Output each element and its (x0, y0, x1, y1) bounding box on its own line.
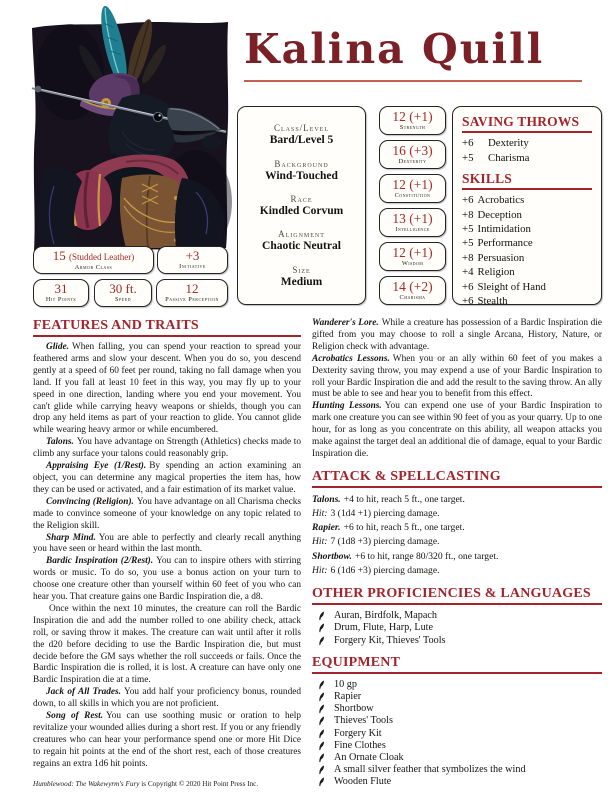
list-item (318, 728, 602, 740)
list-item (318, 622, 602, 634)
list-item-text: 10 gp (334, 678, 357, 690)
attack-entry (312, 493, 602, 507)
feather-bullet-icon (318, 704, 325, 714)
trait-paragraph (33, 604, 301, 687)
ability-score-name: Wisdom (401, 260, 424, 268)
right-column (312, 318, 602, 789)
character-info-panel (237, 106, 366, 305)
hit-points-label: Hit Points (45, 296, 77, 303)
trait-paragraph (33, 556, 301, 604)
skill-mod: +5 (462, 237, 474, 250)
trait-text: You have advantage on all Charisma checks made to convince someone of your knowledge on any topic related to the Religion skill. (33, 496, 301, 531)
list-item (318, 679, 602, 691)
attack-lead: Rapier. (312, 522, 341, 534)
armor-class-value: 15 (52, 248, 66, 263)
skill-row (462, 265, 592, 279)
title-divider (244, 80, 582, 82)
trait-name: Song of Rest. (46, 711, 103, 722)
ability-score-box (379, 140, 446, 169)
hit-points-box (33, 279, 89, 307)
info-field-value: Kindled Corvum (259, 204, 344, 217)
trait-paragraph (33, 461, 301, 497)
trait-name: Acrobatics Lessons. (312, 353, 390, 364)
initiative-label: Initiative (179, 263, 206, 270)
trait-name: Sharp Mind. (46, 532, 96, 543)
attack-lead: Hit: (312, 508, 328, 520)
attack-text: +6 to hit, reach 5 ft., one target. (343, 522, 465, 534)
features-column (33, 318, 301, 771)
list-item (318, 740, 602, 752)
eye-icon (153, 112, 162, 121)
hit-points-value: 31 (54, 281, 68, 296)
list-item (318, 610, 602, 622)
trait-paragraph (33, 533, 301, 557)
attacks-heading: ATTACK & SPELLCASTING (312, 469, 602, 488)
ability-score-box (379, 242, 446, 271)
trait-paragraph (312, 318, 602, 354)
info-field (242, 123, 361, 146)
attack-entry (312, 507, 602, 521)
trait-name: Appraising Eye (1/Rest). (46, 461, 147, 472)
saving-throws-heading: SAVING THROWS (462, 114, 592, 133)
passive-perception-box (156, 279, 228, 307)
attack-text: 6 (1d6 +3) piercing damage. (330, 564, 440, 576)
trait-text: When you or an ally within 60 feet of you makes a Dexterity saving throw, you may expend a use of your Bardic Inspiration to roll your Bardic Inspiration die and add the result to the saving throw. An ally must be able to see and hear you to benefit from this effect. (312, 353, 602, 400)
list-item-text: Forgery Kit, Thieves' Tools (334, 634, 446, 646)
attack-lead: Shortbow. (312, 550, 352, 562)
trait-name: Glide. (46, 342, 69, 352)
features-paragraphs (33, 342, 301, 771)
skill-name: Performance (477, 237, 533, 250)
ability-score-name: Intelligence (395, 226, 430, 234)
skill-name: Deception (477, 208, 522, 221)
skill-mod: +8 (462, 208, 474, 221)
proficiencies-list (318, 610, 602, 647)
trait-paragraph (33, 497, 301, 533)
saving-throw-mod: +6 (462, 137, 474, 149)
info-field-label: Race (290, 193, 313, 204)
ability-score-box (379, 276, 446, 305)
attack-text: 7 (1d8 +3) piercing damage. (330, 536, 440, 548)
skill-row (462, 236, 592, 250)
info-field (242, 265, 361, 288)
skill-mod: +6 (462, 295, 474, 308)
list-item-text: Forgery Kit (334, 727, 382, 739)
skill-row (462, 251, 592, 265)
ability-score-column (379, 106, 446, 305)
equipment-list (318, 679, 602, 789)
skill-mod: +4 (462, 266, 474, 279)
ability-score-value: 14 (+2) (392, 279, 433, 295)
list-item (318, 764, 602, 776)
info-field (242, 194, 361, 217)
list-item-text: Thieves' Tools (334, 715, 393, 727)
skill-row (462, 280, 592, 294)
attack-lead: Talons. (312, 493, 341, 505)
skill-name: Persuasion (477, 251, 525, 264)
page-title: Kalina Quill (244, 25, 545, 73)
trait-paragraph (33, 687, 301, 711)
trait-text: You add half your proficiency bonus, rounded down, to all skills in which you are not proficient. (33, 687, 301, 710)
feather-bullet-icon (318, 777, 325, 787)
attack-entry (312, 521, 602, 535)
info-field-label: Alignment (278, 229, 325, 240)
saving-throws-list (462, 136, 592, 165)
info-field-value: Chaotic Neutral (262, 240, 341, 253)
trait-text: When falling, you can spend your reaction to spread your feathered arms and slow your descent. When you do so, you descend gently at a speed of 60 feet per round, taking no fall damage when you land. If you fall at least 10 feet in this way, you may fly up to your speed in one direction, landing where you end your movement. You can't glide while carrying heavy weapons or shields, though you can drop any held items as part of your reaction to glide. You cannot glide while wearing heavy armor or while encumbered. (33, 342, 301, 436)
list-item-text: A small silver feather that symbolizes the wind (334, 764, 526, 776)
trait-text: You can expend one use of your Bardic Inspiration to mark one creature you can see within 90 feet of you as your quarry. Up to one hour, for as long as you concentrate on this ability, all weapon attacks you make against the target deal an additional die of damage, equal to your Bardic Inspiration die. (312, 401, 603, 459)
trait-text: While a creature has possession of a Bardic Inspiration die gifted from you may choose to roll a single Arcana, History, Nature, or Religion check with advantage. (312, 318, 602, 352)
skill-row (462, 222, 592, 236)
ability-score-name: Strength (399, 124, 426, 131)
initiative-box (157, 246, 228, 274)
attack-text: +6 to hit, range 80/320 ft., one target. (354, 550, 499, 562)
saves-skills-panel (452, 106, 602, 308)
saving-throw-mod: +5 (462, 151, 474, 164)
armor-class-note: (Studded Leather) (69, 252, 135, 262)
skill-name: Intimidation (477, 223, 531, 235)
feather-bullet-icon (318, 753, 325, 763)
attack-text: 3 (1d4 +1) piercing damage. (330, 508, 440, 520)
attack-list (312, 493, 602, 578)
info-field-label: Background (274, 158, 329, 169)
trait-name: Bardic Inspiration (2/Rest). (46, 556, 154, 567)
trait-text: You are able to perfectly and clearly recall anything you have seen or heard within the last month. (33, 532, 301, 555)
skill-name: Religion (477, 266, 515, 279)
armor-class-label: Armor Class (74, 264, 113, 271)
passive-perception-value: 12 (185, 281, 199, 296)
trait-text: Once within the next 10 minutes, the creature can roll the Bardic Inspiration die and add the number rolled to one ability check, attack roll, or saving throw it makes. The creature can wait until after it rolls the d20 before deciding to use the Bardic Inspiration die, but must decide before the GM says whether the roll succeeds or fails. Once the Bardic Inspiration die is rolled, it is lost. A creature can have only one Bardic Inspiration die at a time. (33, 603, 301, 686)
attack-lead: Hit: (312, 564, 328, 576)
ability-score-name: Dexterity (398, 158, 427, 166)
trait-paragraph (312, 401, 602, 461)
trait-text: You can use soothing music or oration to help revitalize your wounded allies during a short rest. If you or any friendly creatures who can hear your performance spend one or more Hit Dice to regain hit points at the end of the short rest, each of those creatures regains an extra 1d6 hit points. (33, 711, 301, 769)
trait-paragraph (33, 711, 301, 771)
ability-score-name: Constitution (394, 192, 431, 200)
trait-text: You have advantage on Strength (Athletics) checks made to climb any surface your talons could reasonably grip. (33, 437, 301, 460)
speed-label: Speed (114, 296, 132, 303)
trait-text: By spending an action examining an object, you can determine any magical properties the item has, how they can be used or activated, and a fair estimation of its market value. (33, 461, 301, 495)
skill-mod: +6 (462, 194, 474, 207)
info-field-value: Wind-Touched (265, 169, 338, 182)
feather-bullet-icon (318, 680, 325, 690)
ability-score-value: 13 (+1) (392, 211, 433, 227)
attack-entry (312, 535, 602, 549)
trait-name: Jack of All Trades. (46, 687, 121, 698)
skills-heading: SKILLS (462, 171, 592, 190)
feather-bullet-icon (318, 729, 325, 739)
skills-list (462, 193, 592, 308)
copyright-text: is Copyright © 2020 Hit Point Press Inc. (139, 780, 259, 788)
skill-row (462, 208, 592, 222)
feather-bullet-icon (318, 611, 325, 621)
trait-name: Wanderer's Lore. (312, 318, 379, 328)
equipment-heading: EQUIPMENT (312, 655, 602, 674)
feather-bullet-icon (318, 765, 325, 775)
list-item-text: Rapier (334, 690, 362, 702)
armor-class-box (33, 246, 154, 274)
ability-score-value: 16 (+3) (392, 143, 433, 159)
attack-entry (312, 564, 602, 578)
ability-score-name: Charisma (399, 294, 426, 302)
trait-paragraph (33, 437, 301, 461)
skill-mod: +6 (462, 280, 474, 293)
list-item (318, 752, 602, 764)
ability-score-value: 12 (+1) (392, 109, 433, 124)
list-item-text: Shortbow (334, 703, 374, 715)
ability-score-box (379, 106, 446, 135)
attack-entry (312, 550, 602, 564)
ability-score-box (379, 208, 446, 237)
skill-row (462, 294, 592, 308)
list-item (318, 703, 602, 715)
info-field-label: Size (292, 264, 311, 275)
trait-text: You can to inspire others with stirring words or music. To do so, you use a bonus action on your turn to choose one creature other than yourself within 60 feet of you who can hear you. That creature gains one Bardic Inspiration die, a d8. (33, 556, 301, 603)
trait-name: Convincing (Religion). (46, 496, 134, 507)
list-item-text: Auran, Birdfolk, Mapach (334, 610, 437, 622)
copyright-title: Humblewood: The Wakewyrm's Fury (33, 780, 140, 788)
list-item-text: An Ornate Cloak (334, 751, 404, 763)
ability-score-value: 12 (+1) (392, 177, 433, 193)
skill-name: Stealth (477, 295, 508, 308)
list-item-text: Wooden Flute (334, 776, 392, 788)
feather-bullet-icon (318, 636, 325, 646)
list-item (318, 776, 602, 788)
skill-mod: +5 (462, 223, 474, 235)
skill-mod: +8 (462, 251, 474, 264)
feather-bullet-icon (318, 692, 325, 702)
trait-paragraph (312, 354, 602, 402)
features-heading: FEATURES AND TRAITS (33, 318, 301, 337)
feather-bullet-icon (318, 716, 325, 726)
trait-name: Hunting Lessons. (312, 401, 382, 412)
character-portrait-icon (26, 2, 234, 258)
trait-paragraph (33, 342, 301, 437)
trait-name: Talons. (46, 437, 74, 448)
skill-name: Acrobatics (477, 194, 525, 207)
speed-box (94, 279, 152, 307)
skill-name: Sleight of Hand (477, 280, 546, 293)
info-field (242, 159, 361, 182)
list-item-text: Fine Clothes (334, 739, 386, 751)
feather-bullet-icon (318, 623, 325, 633)
info-field-value: Bard/Level 5 (269, 134, 334, 147)
ability-score-value: 12 (+1) (392, 245, 433, 261)
info-field (242, 229, 361, 252)
list-item-text: Drum, Flute, Harp, Lute (334, 622, 434, 634)
skill-row (462, 193, 592, 207)
attack-lead: Hit: (312, 536, 328, 548)
saving-throw-name: Dexterity (488, 137, 529, 149)
feather-bullet-icon (318, 741, 325, 751)
info-field-label: Class/Level (273, 123, 329, 134)
copyright-footer (33, 780, 258, 788)
saving-throw-row (462, 136, 592, 151)
saving-throw-name: Charisma (488, 151, 530, 164)
attack-text: +4 to hit, reach 5 ft., one target. (343, 493, 465, 505)
speed-value: 30 ft. (109, 281, 137, 296)
info-field-value: Medium (280, 275, 323, 288)
initiative-value: +3 (185, 248, 200, 263)
ability-score-box (379, 174, 446, 203)
list-item (318, 715, 602, 727)
list-item (318, 635, 602, 647)
proficiencies-heading: OTHER PROFICIENCIES & LANGUAGES (312, 586, 602, 605)
passive-perception-label: Passive Perception (165, 296, 219, 303)
list-item (318, 691, 602, 703)
bard-lessons-paragraphs (312, 318, 602, 461)
saving-throw-row (462, 151, 592, 166)
